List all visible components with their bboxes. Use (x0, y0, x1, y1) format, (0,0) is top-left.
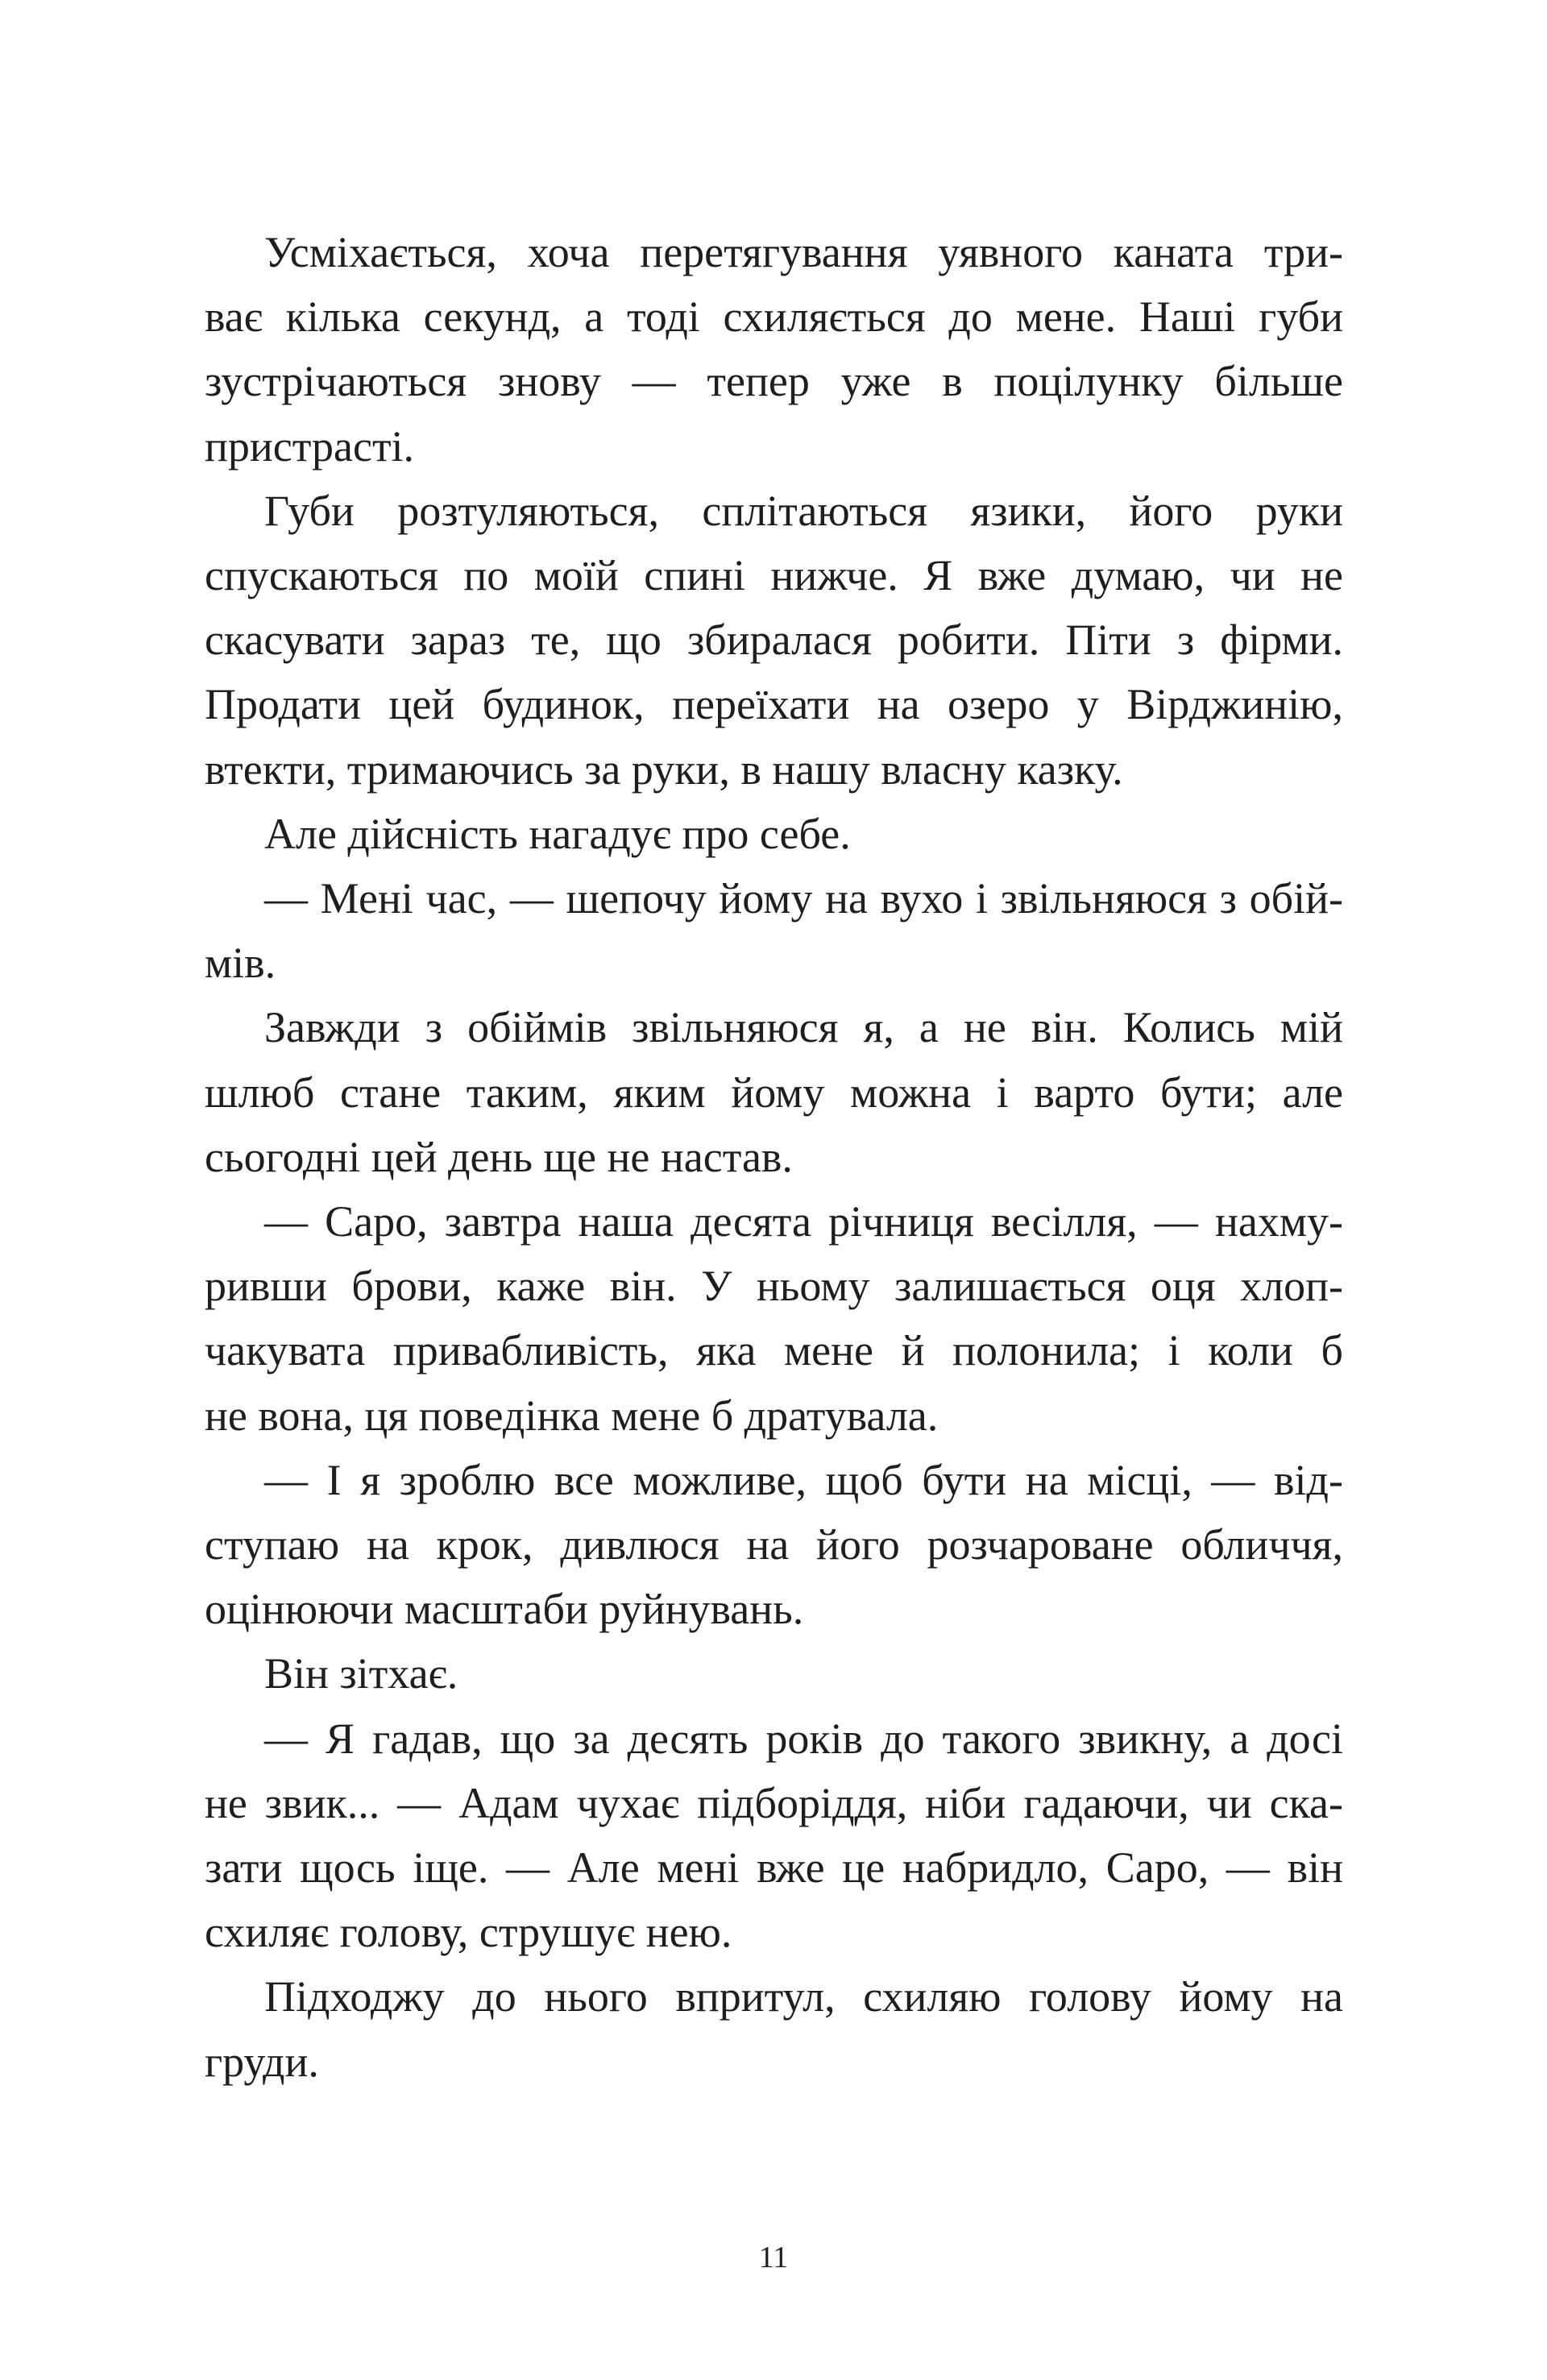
page-number: 11 (758, 2241, 789, 2274)
text-line: ступаю на крок, дивлюся на його розчароване обличчя, (205, 1520, 1343, 1569)
text-line: не вона, ця поведінка мене б дратувала. (205, 1391, 939, 1440)
text-line: втекти, тримаючись за руки, в нашу власну казку. (205, 744, 1123, 794)
text-line: скасувати зараз те, що збиралася робити. Піти з фірми. (205, 616, 1343, 665)
text-line: шлюб стане таким, яким йому можна і варто бути; але (205, 1068, 1343, 1117)
text-line: — Я гадав, що за десять років до такого звикну, а досі (264, 1714, 1343, 1763)
text-line: не звик... — Адам чухає підборіддя, ніби гадаючи, чи ска- (205, 1778, 1343, 1827)
text-line: ривши брови, каже він. У ньому залишається оця хлоп- (205, 1262, 1343, 1311)
text-line: зати щось іще. — Але мені вже це набридло, Саро, — він (205, 1843, 1343, 1892)
text-line: Продати цей будинок, переїхати на озеро у Вірджинію, (205, 680, 1343, 729)
text-line: мів. (205, 939, 276, 988)
text-line: спускаються по моїй спині нижче. Я вже думаю, чи не (205, 551, 1343, 599)
text-line: ває кілька секунд, а тоді схиляється до мене. Наші губи (205, 292, 1343, 342)
text-line: Він зітхає. (264, 1649, 458, 1698)
text-line: Усміхається, хоча перетягування уявного каната три- (264, 228, 1343, 276)
text-line: Але дійсність нагадує про себе. (264, 809, 851, 858)
text-line: зустрічаються знову — тепер уже в поцілунку більше (205, 357, 1343, 406)
text-line: Підходжу до нього впритул, схиляю голову йому на (264, 1972, 1343, 2021)
text-line: оцінюючи масштаби руйнувань. (205, 1585, 804, 1634)
text-line: — Саро, завтра наша десята річниця весілля, — нахму- (264, 1197, 1343, 1246)
text-line: груди. (205, 2037, 319, 2086)
text-line: пристрасті. (205, 421, 415, 471)
text-line: Губи розтуляються, сплітаються язики, його руки (264, 486, 1343, 535)
text-line: схиляє голову, струшує нею. (205, 1908, 732, 1957)
text-line: чакувата привабливість, яка мене й полонила; і коли б (205, 1326, 1343, 1375)
text-line: — Мені час, — шепочу йому на вухо і звільняюся з обій- (264, 874, 1343, 923)
text-line: — І я зроблю все можливе, щоб бути на місці, — від- (264, 1455, 1343, 1504)
text-line: Завжди з обіймів звільняюся я, а не він. Колись мій (264, 1003, 1343, 1052)
text-line: сьогодні цей день ще не настав. (205, 1132, 793, 1181)
